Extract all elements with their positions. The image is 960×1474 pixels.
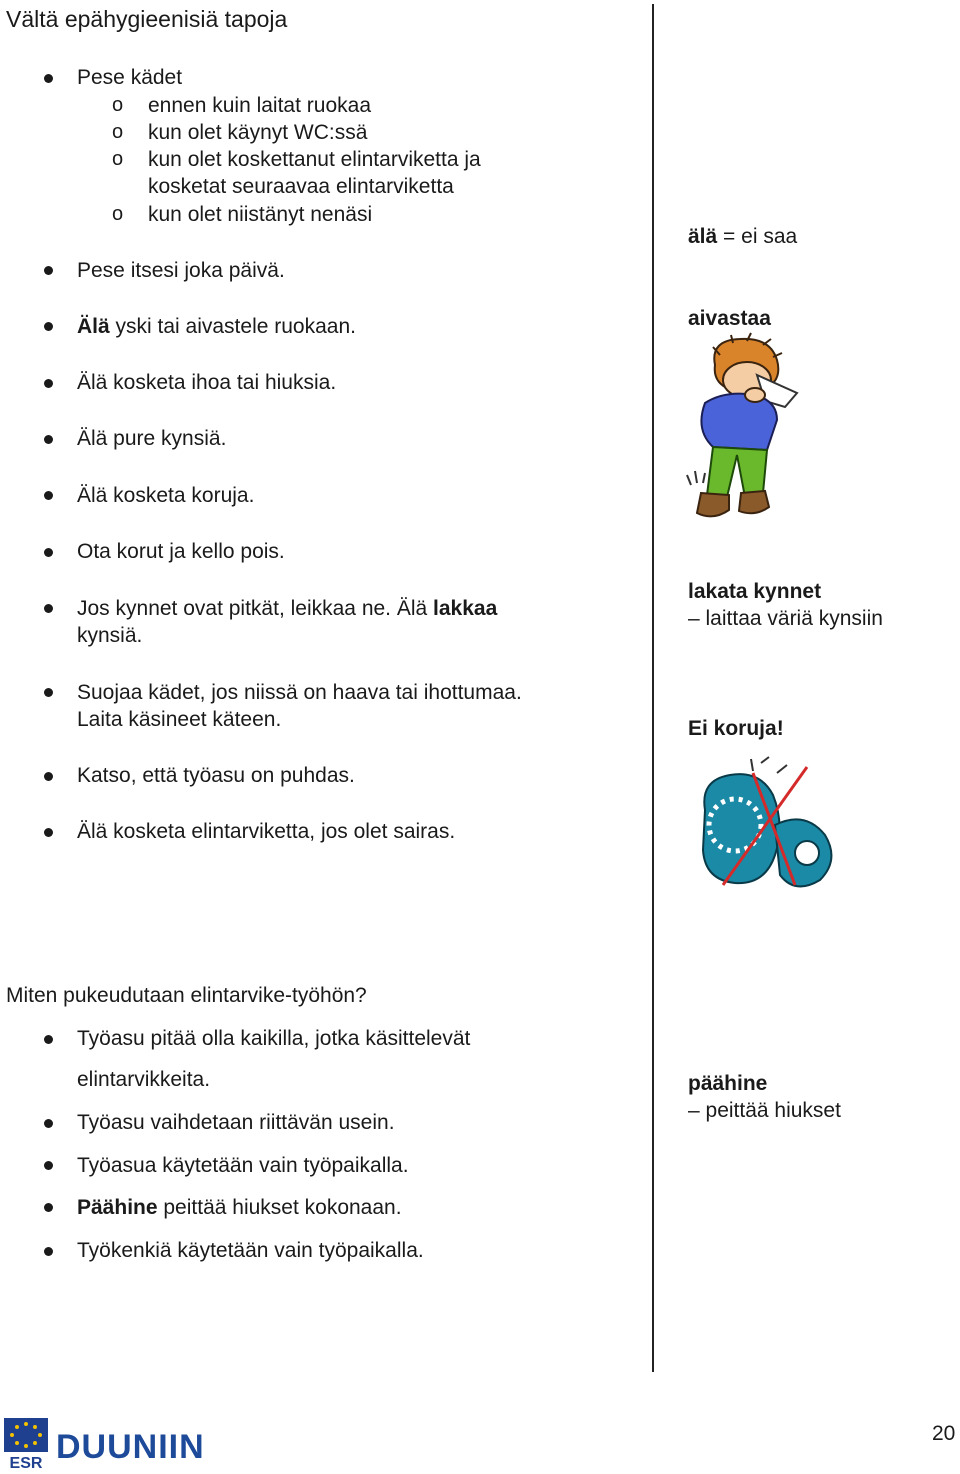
bullet-icon <box>44 604 53 613</box>
list-item: Älä pure kynsiä. <box>77 427 227 450</box>
sneezing-boy-icon <box>685 335 810 530</box>
list-item: Ota korut ja kello pois. <box>77 540 285 563</box>
list-item: Pese kädet <box>77 66 183 89</box>
glossary-lakata-definition: – laittaa väriä kynsiin <box>688 607 883 630</box>
duuniin-logo: DUUNIIN <box>56 1428 205 1466</box>
list-item: Älä kosketa ihoa tai hiuksia. <box>77 371 337 394</box>
no-jewelry-icon <box>695 755 840 895</box>
bullet-icon <box>44 1161 53 1170</box>
list-item: Työkenkiä käytetään vain työpaikalla. <box>77 1239 424 1262</box>
sub-item: kosketat seuraavaa elintarviketta <box>148 175 454 198</box>
bullet-icon <box>44 74 53 83</box>
glossary-lakata-title: lakata kynnet <box>688 580 822 603</box>
list-item-continued: elintarvikkeita. <box>77 1068 211 1091</box>
list-item: Älä kosketa elintarviketta, jos olet sairas. <box>77 820 456 843</box>
list-item: Jos kynnet ovat pitkät, leikkaa ne. Älä lakkaa <box>77 597 498 620</box>
bullet-icon <box>44 548 53 557</box>
bullet-icon <box>44 1203 53 1212</box>
bullet-icon <box>44 688 53 697</box>
glossary-ala: älä = ei saa <box>688 225 798 248</box>
glossary-paahine-definition: – peittää hiukset <box>688 1099 841 1122</box>
list-item: Työasu vaihdetaan riittävän usein. <box>77 1111 395 1134</box>
bullet-icon <box>44 1119 53 1128</box>
esr-eu-flag-logo <box>4 1418 48 1470</box>
column-divider <box>652 4 654 1372</box>
list-item: Pese itsesi joka päivä. <box>77 259 285 282</box>
bullet-icon <box>44 1247 53 1256</box>
page-number: 20 <box>932 1422 956 1445</box>
bullet-icon <box>44 772 53 781</box>
list-item: Katso, että työasu on puhdas. <box>77 764 355 787</box>
section-title: Vältä epähygieenisiä tapoja <box>6 6 288 32</box>
bullet-icon <box>44 322 53 331</box>
sub-marker: o <box>112 203 124 225</box>
sub-marker: o <box>112 148 124 170</box>
glossary-paahine-title: päähine <box>688 1072 768 1095</box>
bullet-icon <box>44 491 53 500</box>
list-item: Suojaa kädet, jos niissä on haava tai ihottumaa. <box>77 681 522 704</box>
sub-item: ennen kuin laitat ruokaa <box>148 94 371 117</box>
bullet-icon <box>44 828 53 837</box>
bullet-icon <box>44 266 53 275</box>
list-item: Päähine peittää hiukset kokonaan. <box>77 1196 402 1219</box>
sub-item: kun olet koskettanut elintarviketta ja <box>148 148 481 171</box>
section-title: Miten pukeudutaan elintarvike-työhön? <box>6 984 367 1007</box>
glossary-aivastaa: aivastaa <box>688 307 771 330</box>
bullet-icon <box>44 1035 53 1044</box>
bullet-icon <box>44 435 53 444</box>
sub-item: kun olet niistänyt nenäsi <box>148 203 373 226</box>
list-item: Älä kosketa koruja. <box>77 484 255 507</box>
sub-item: kun olet käynyt WC:ssä <box>148 121 368 144</box>
glossary-no-jewelry: Ei koruja! <box>688 717 784 740</box>
sub-marker: o <box>112 121 124 143</box>
list-item: Työasua käytetään vain työpaikalla. <box>77 1154 409 1177</box>
bullet-icon <box>44 379 53 388</box>
esr-label: ESR <box>9 1455 43 1472</box>
list-item: Älä yski tai aivastele ruokaan. <box>77 315 356 338</box>
list-item-continued: kynsiä. <box>77 624 143 647</box>
list-item-continued: Laita käsineet käteen. <box>77 708 282 731</box>
sub-marker: o <box>112 94 124 116</box>
list-item: Työasu pitää olla kaikilla, jotka käsittelevät <box>77 1027 471 1050</box>
